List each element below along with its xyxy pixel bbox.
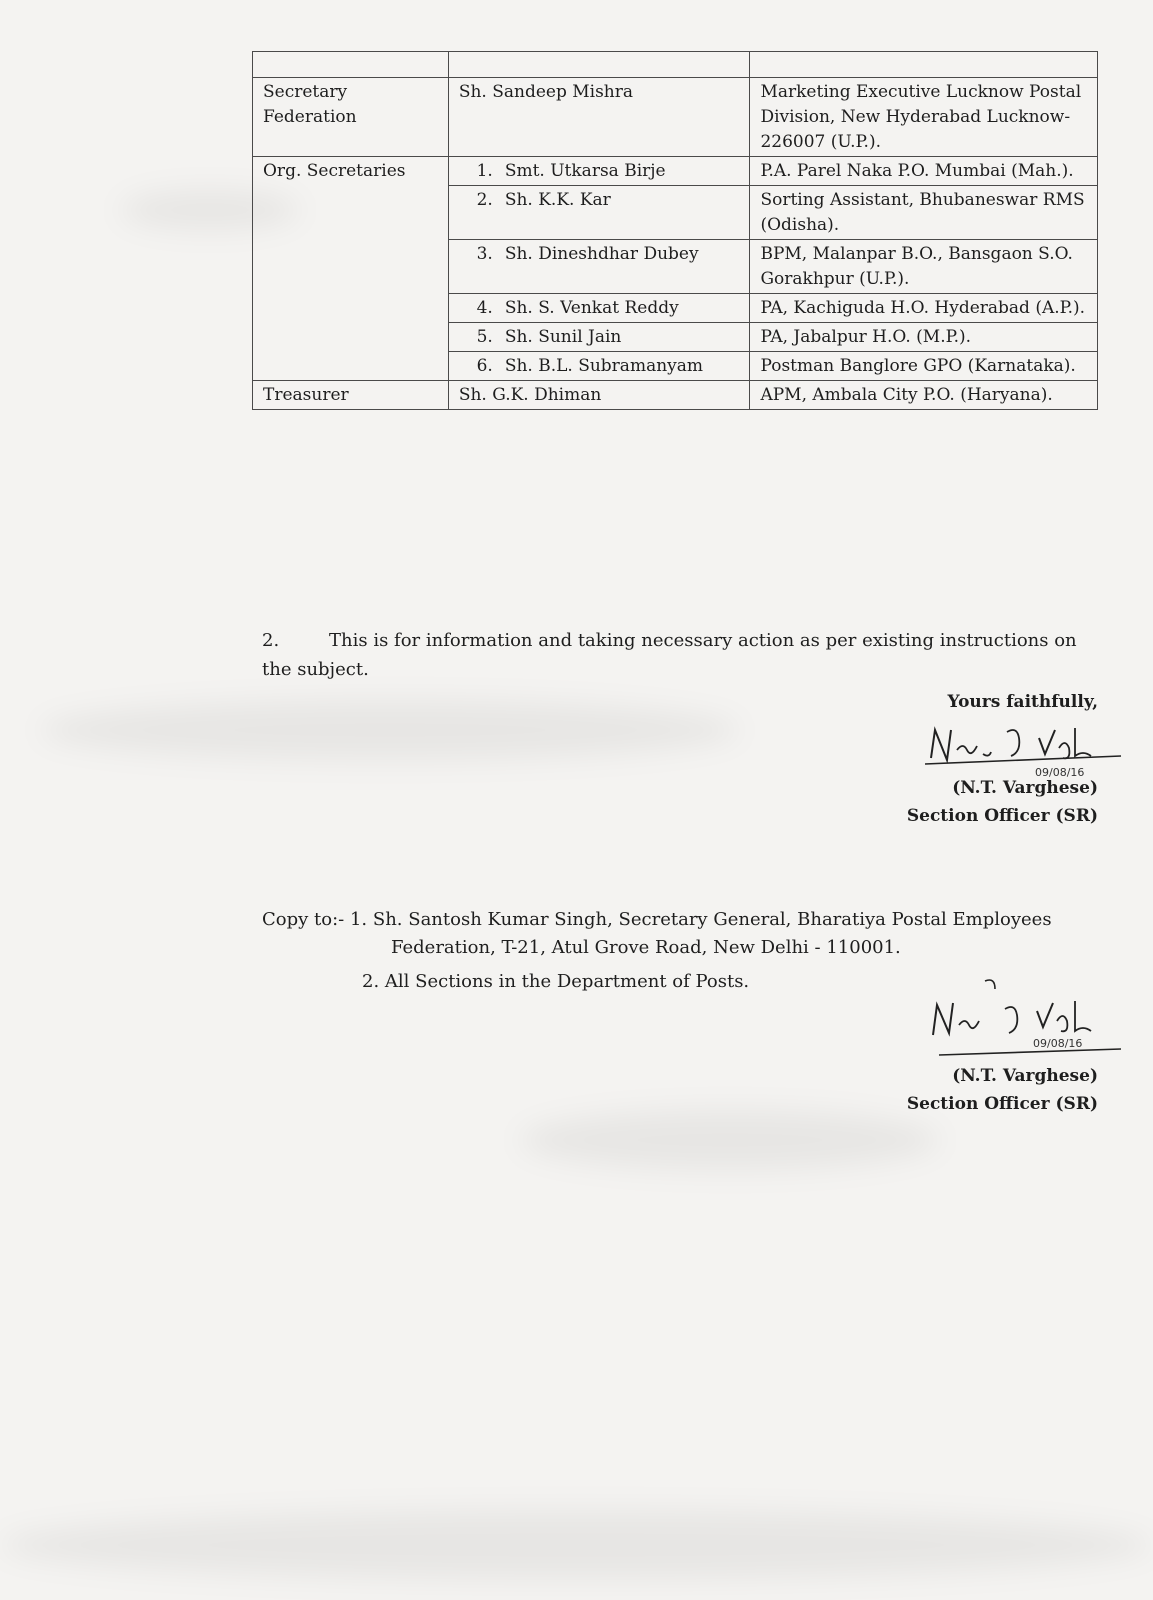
table-row: [253, 381, 1098, 410]
signatory-block-2: [907, 1062, 1098, 1118]
place-cell: Sorting Assistant, Bhubaneswar RMS (Odisha).: [750, 186, 1098, 240]
place-cell: Postman Banglore GPO (Karnataka).: [750, 352, 1098, 381]
name-cell: 4. Sh. S. Venkat Reddy: [448, 294, 750, 323]
place-cell: PA, Jabalpur H.O. (M.P.).: [750, 323, 1098, 352]
name-cell: 1. Smt. Utkarsa Birje: [448, 157, 750, 186]
office-bearers-table: [252, 51, 1098, 410]
signatory-title: Section Officer (SR): [906, 806, 1098, 826]
paragraph-number: 2.: [262, 630, 280, 651]
name-cell: Sh. G.K. Dhiman: [448, 381, 750, 410]
table-row: [253, 78, 1098, 157]
table-header-row: [253, 52, 1098, 78]
closing: Yours faithfully,: [947, 692, 1098, 712]
table-row: [253, 157, 1098, 186]
signatory-name: (N.T. Varghese): [952, 1066, 1098, 1086]
name-cell: 6. Sh. B.L. Subramanyam: [448, 352, 750, 381]
name-cell: 3. Sh. Dineshdhar Dubey: [448, 240, 750, 294]
signatory-block-1: [907, 774, 1098, 830]
copy-to-label: Copy to:-: [262, 909, 345, 930]
copy-to-item-1: 1. Sh. Santosh Kumar Singh, Secretary General, Bharatiya Postal Employees: [349, 909, 1052, 930]
designation-cell: Org. Secretaries: [253, 157, 449, 381]
bottom-shadow: [0, 1510, 1153, 1580]
signature-date: 09/08/16: [1035, 766, 1085, 779]
paragraph-text: This is for information and taking necessary action as per existing instructions on the subject.: [262, 630, 1077, 680]
name-cell: 5. Sh. Sunil Jain: [448, 323, 750, 352]
signatory-name: (N.T. Varghese): [952, 778, 1098, 798]
name-cell: Sh. Sandeep Mishra: [448, 78, 750, 157]
copy-to-item-2: 2. All Sections in the Department of Posts.: [362, 971, 750, 992]
place-cell: APM, Ambala City P.O. (Haryana).: [750, 381, 1098, 410]
place-cell: Marketing Executive Lucknow Postal Division, New Hyderabad Lucknow-226007 (U.P.).: [750, 78, 1098, 157]
fold-shadow: [40, 700, 740, 760]
place-cell: P.A. Parel Naka P.O. Mumbai (Mah.).: [750, 157, 1098, 186]
signatory-title: Section Officer (SR): [906, 1094, 1098, 1114]
copy-to-item-1-cont: Federation, T-21, Atul Grove Road, New Delhi - 110001.: [391, 937, 901, 958]
designation-cell: Treasurer: [253, 381, 449, 410]
signature-2: [925, 975, 1125, 1057]
signature-1: [925, 718, 1125, 782]
place-cell: BPM, Malanpar B.O., Bansgaon S.O. Gorakhpur (U.P.).: [750, 240, 1098, 294]
paragraph-2: [262, 626, 1098, 684]
signature-date: 09/08/16: [1033, 1037, 1083, 1050]
name-cell: 2. Sh. K.K. Kar: [448, 186, 750, 240]
place-cell: PA, Kachiguda H.O. Hyderabad (A.P.).: [750, 294, 1098, 323]
fold-shadow: [520, 1110, 940, 1170]
designation-cell: Secretary Federation: [253, 78, 449, 157]
